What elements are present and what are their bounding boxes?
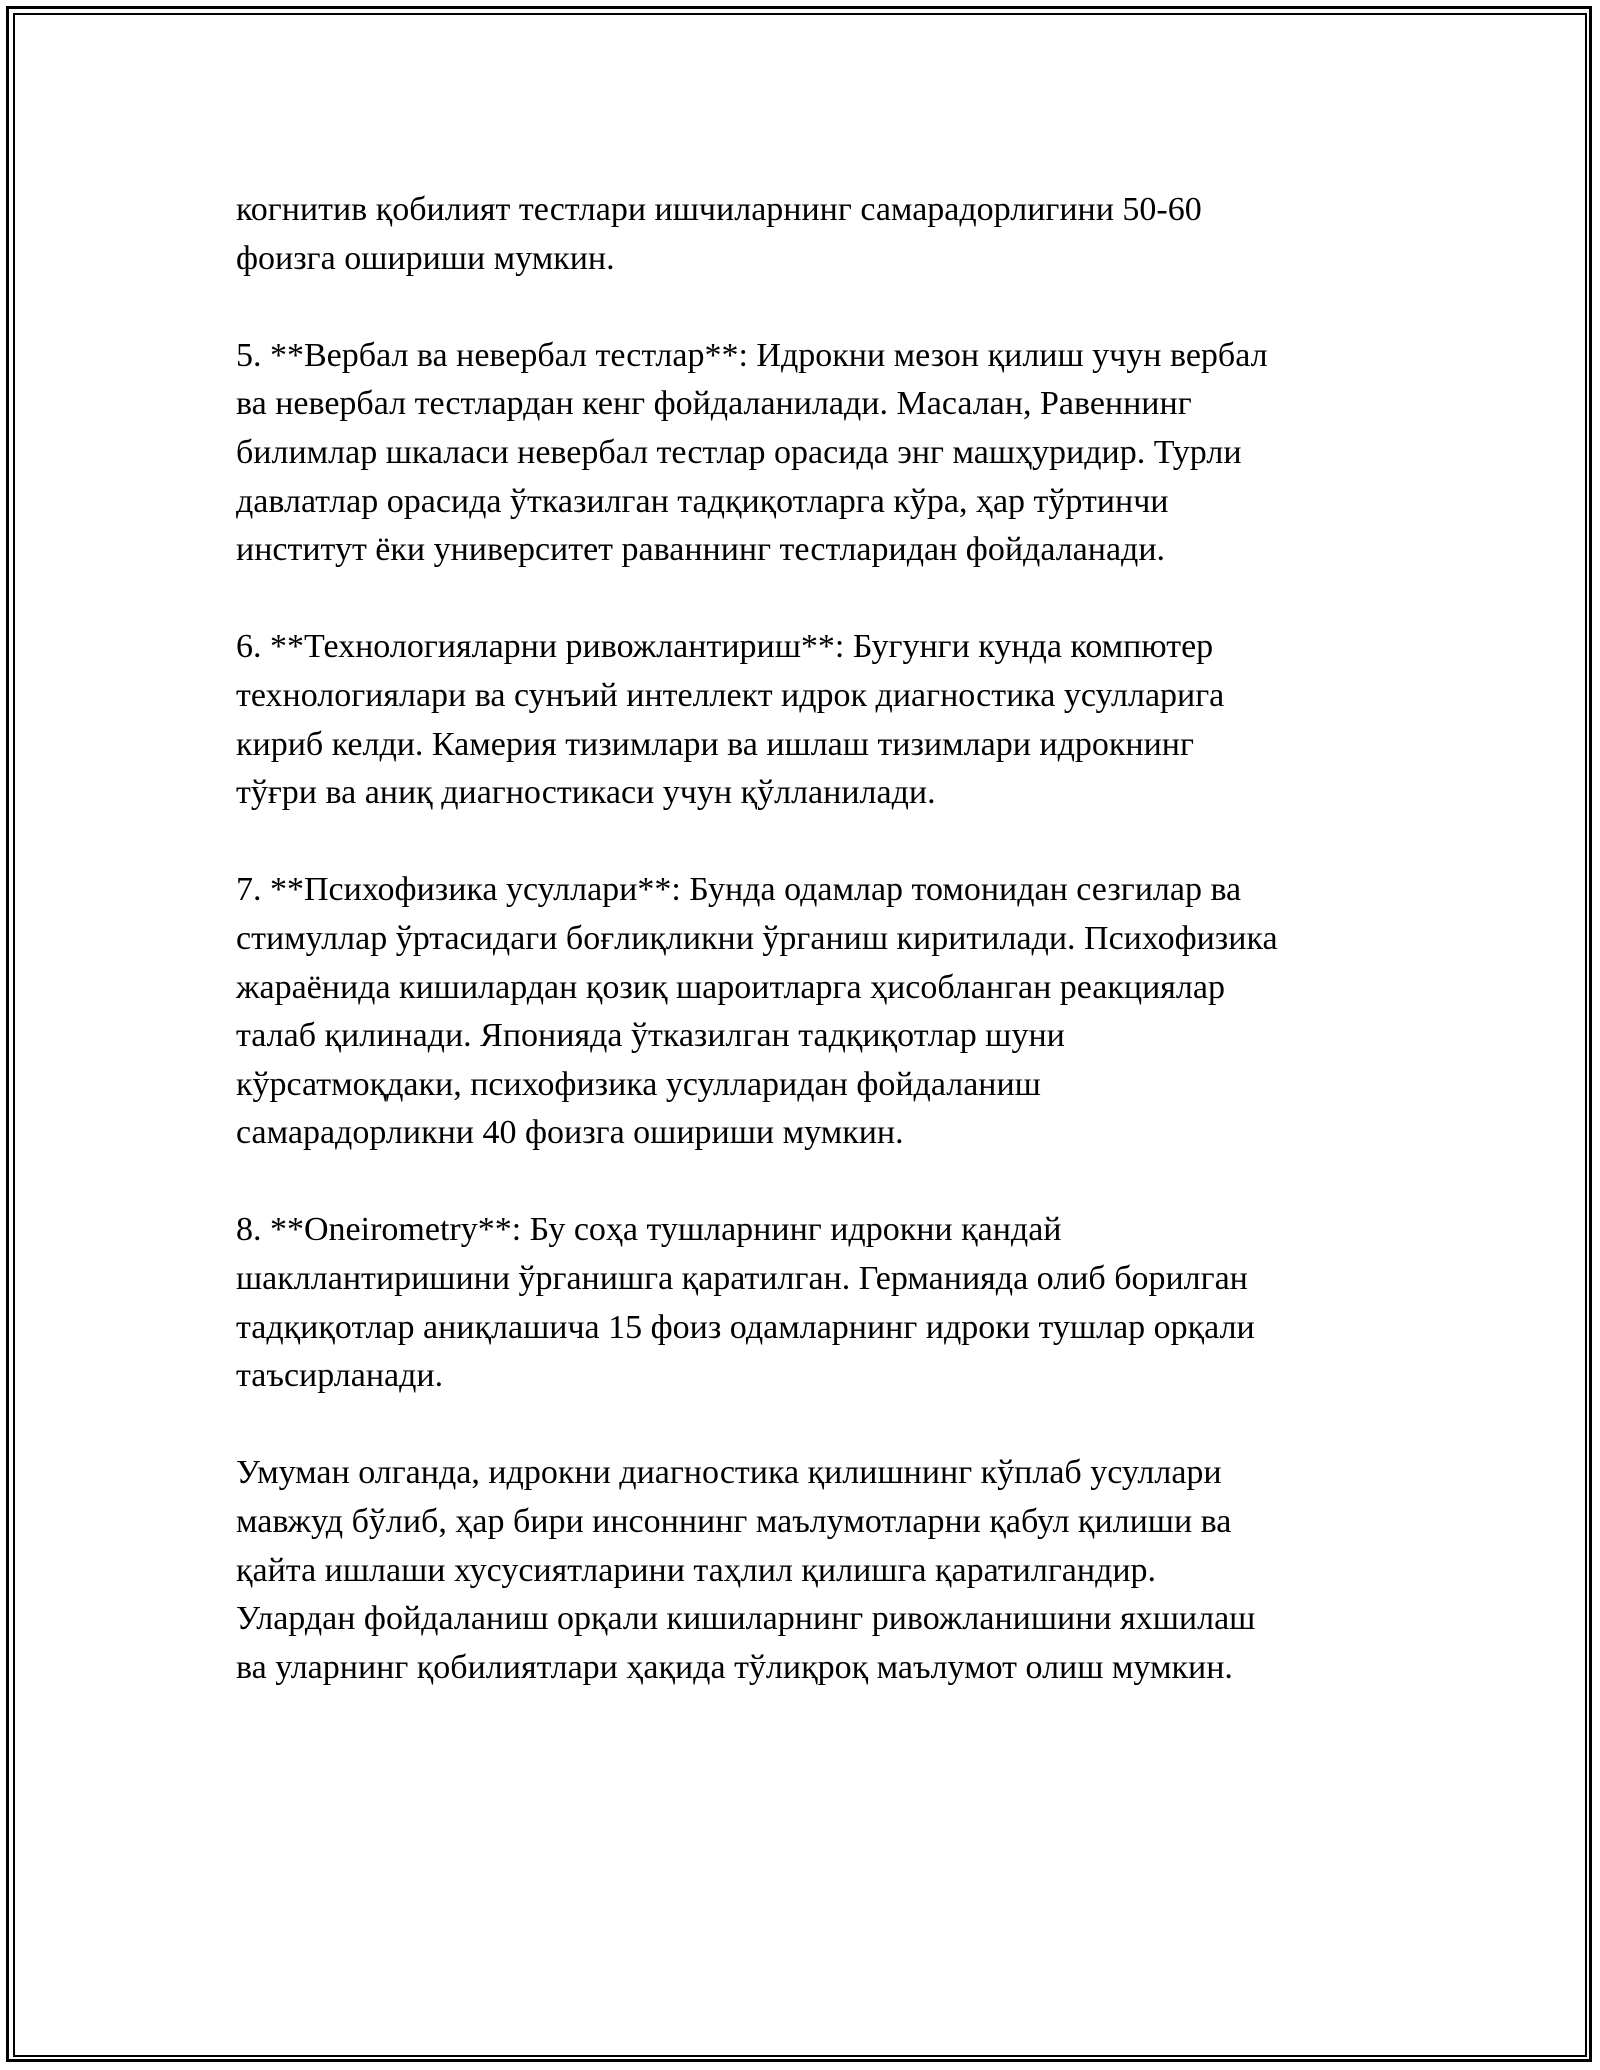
paragraph-oneirometry: 8. **Oneirometry**: Бу соҳа тушларнинг идрокни қандай шакллантиришини ўрганишга қаратилган. Германияда олиб борилган тадқиқотлар аниқлашича 15 фоиз одамларнинг идроки тушлар орқали таъсирланади. xyxy=(236,1211,1255,1395)
paragraph-conclusion: Умуман олганда, идрокни диагностика қилишнинг кўплаб усуллари мавжуд бўлиб, ҳар бири инсоннинг маълумотларни қабул қилиши ва қайта ишлаши хусусиятларини таҳлил қилишга қаратилгандир. Улардан фойдаланиш орқали кишиларнинг ривожланишини яхшилаш ва уларнинг қобилиятлари ҳақида тўлиқроқ маълумот олиш мумкин. xyxy=(236,1454,1256,1686)
document-body xyxy=(236,186,1406,1741)
paragraph-psychophysics-methods: 7. **Психофизика усуллари**: Бунда одамлар томонидан сезгилар ва стимуллар ўртасидаги боғлиқликни ўрганиш киритилади. Психофизика жараёнида кишилардан қозиқ шароитларга ҳисобланган реакциялар талаб қилинади. Японияда ўтказилган тадқиқотлар шуни кўрсатмоқдаки, психофизика усулларидан фойдаланиш самарадорликни 40 фоизга ошириши мумкин. xyxy=(236,871,1278,1152)
paragraph-verbal-nonverbal-tests: 5. **Вербал ва невербал тестлар**: Идрокни мезон қилиш учун вербал ва невербал тестлардан кенг фойдаланилади. Масалан, Равеннинг билимлар шкаласи невербал тестлар орасида энг машҳуридир. Турли давлатлар орасида ўтказилган тадқиқотларга кўра, ҳар тўртинчи институт ёки университет раваннинг тестларидан фойдаланади. xyxy=(236,336,1268,569)
paragraph-cognitive-tests-continuation: когнитив қобилият тестлари ишчиларнинг самарадорлигини 50-60 фоизга ошириши мумкин. xyxy=(236,191,1202,277)
paragraph-technology-development: 6. **Технологияларни ривожлантириш**: Бугунги кунда компютер технологиялари ва сунъий интеллект идрок диагностика усулларига кириб келди. Камерия тизимлари ва ишлаш тизимлари идрокнинг тўғри ва аниқ диагностикаси учун қўлланилади. xyxy=(236,628,1225,812)
